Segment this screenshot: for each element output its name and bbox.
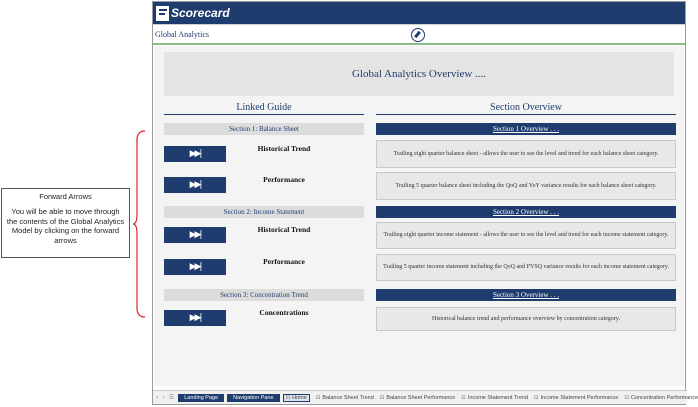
app-window xyxy=(152,1,698,405)
fast-forward-icon: ▶▶| xyxy=(189,180,201,190)
sheet-icon: ⊡ xyxy=(315,394,321,401)
fast-forward-icon: ▶▶| xyxy=(189,313,201,323)
item-label: Concentrations xyxy=(259,308,309,317)
annotation-body: You will be able to move through the contents of the Global Analytics Model by clicking on the forward arrows xyxy=(6,207,125,245)
section-1-label: Section 1: Balance Sheet xyxy=(164,123,364,135)
sheet-tab-bar xyxy=(153,390,698,404)
section-2-label: Section 2: Income Statement xyxy=(164,206,364,218)
sheet-icon: ⊡ xyxy=(461,394,466,401)
tab-concentration-performance[interactable] xyxy=(624,395,698,401)
item-description: Historical balance trend and performance overview by concentration category. xyxy=(376,307,676,331)
section-2-overview[interactable]: Section 2 Overview . . . xyxy=(376,206,676,218)
tab-navigation-pane[interactable]: Navigation Pane xyxy=(227,394,279,402)
main-content xyxy=(154,46,684,386)
sub-bar xyxy=(153,24,685,45)
item-description: Trailing eight quarter income statement - allows the user to see the level and trend for each income statement category. xyxy=(376,222,676,249)
section-3-label: Section 3: Concentration Trend xyxy=(164,289,364,301)
fast-forward-icon: ▶▶| xyxy=(189,230,201,240)
page-title: Global Analytics xyxy=(155,29,209,39)
forward-arrow-button[interactable] xyxy=(164,310,226,326)
tab-label: Income Statement Trend xyxy=(467,394,529,401)
tab-label: Income Statement Performance xyxy=(540,394,619,401)
fast-forward-icon: ▶▶| xyxy=(189,262,201,272)
overview-header: Global Analytics Overview .... xyxy=(164,52,674,96)
item-label: Historical Trend xyxy=(257,144,311,153)
item-label: Historical Trend xyxy=(257,225,311,234)
tab-label: Balance Sheet Trend xyxy=(322,394,374,401)
section-overview-title: Section Overview xyxy=(376,102,676,115)
scroll-right-icon[interactable]: › xyxy=(162,394,165,401)
forward-arrow-button[interactable] xyxy=(164,227,226,243)
tab-home[interactable] xyxy=(283,394,310,402)
sheet-list-icon[interactable]: ☰ xyxy=(168,394,175,401)
tab-label: Home xyxy=(292,394,307,401)
annotation-title: Forward Arrows xyxy=(39,192,92,201)
tab-income-statement-performance[interactable] xyxy=(534,395,618,401)
sheet-icon: ⊡ xyxy=(624,394,629,401)
tab-landing-page[interactable]: Landing Page xyxy=(178,394,224,402)
item-label: Performance xyxy=(263,257,305,266)
compass-icon[interactable] xyxy=(411,28,425,42)
forward-arrow-button[interactable] xyxy=(164,177,226,193)
item-description: Trailing 5 quarter income statement including the QoQ and PYSQ variance results for each income statement category. xyxy=(376,254,676,281)
forward-arrow-button[interactable] xyxy=(164,146,226,162)
sheet-icon: ⊡ xyxy=(285,394,291,401)
fast-forward-icon: ▶▶| xyxy=(189,149,201,159)
sheet-icon: ⊡ xyxy=(379,394,385,401)
item-label: Performance xyxy=(263,175,305,184)
tab-balance-sheet-performance[interactable] xyxy=(380,395,455,401)
top-bar xyxy=(153,2,685,24)
brace-icon xyxy=(133,130,147,318)
annotation-callout xyxy=(1,188,130,258)
forward-arrow-button[interactable] xyxy=(164,259,226,275)
tab-balance-sheet-trend[interactable] xyxy=(316,395,374,401)
scroll-left-icon[interactable]: ‹ xyxy=(156,394,159,401)
tab-income-statement-trend[interactable] xyxy=(461,395,528,401)
scorecard-logo-icon xyxy=(156,6,169,21)
sheet-icon: ⊡ xyxy=(534,394,539,401)
section-3-overview[interactable]: Section 3 Overview . . . xyxy=(376,289,676,301)
logo-text: Scorecard xyxy=(171,6,230,20)
linked-guide-title: Linked Guide xyxy=(164,102,364,115)
item-description: Trailing eight quarter balance sheet - allows the user to see the level and trend for each balance sheet category. xyxy=(376,140,676,168)
item-description: Trailing 5 quarter balance sheet including the QoQ and YoY variance results for each balance sheet category. xyxy=(376,172,676,200)
tab-label: Balance Sheet Performance xyxy=(386,394,456,401)
section-1-overview[interactable]: Section 1 Overview . . . xyxy=(376,123,676,135)
tab-label: Concentration Performance xyxy=(630,394,698,401)
